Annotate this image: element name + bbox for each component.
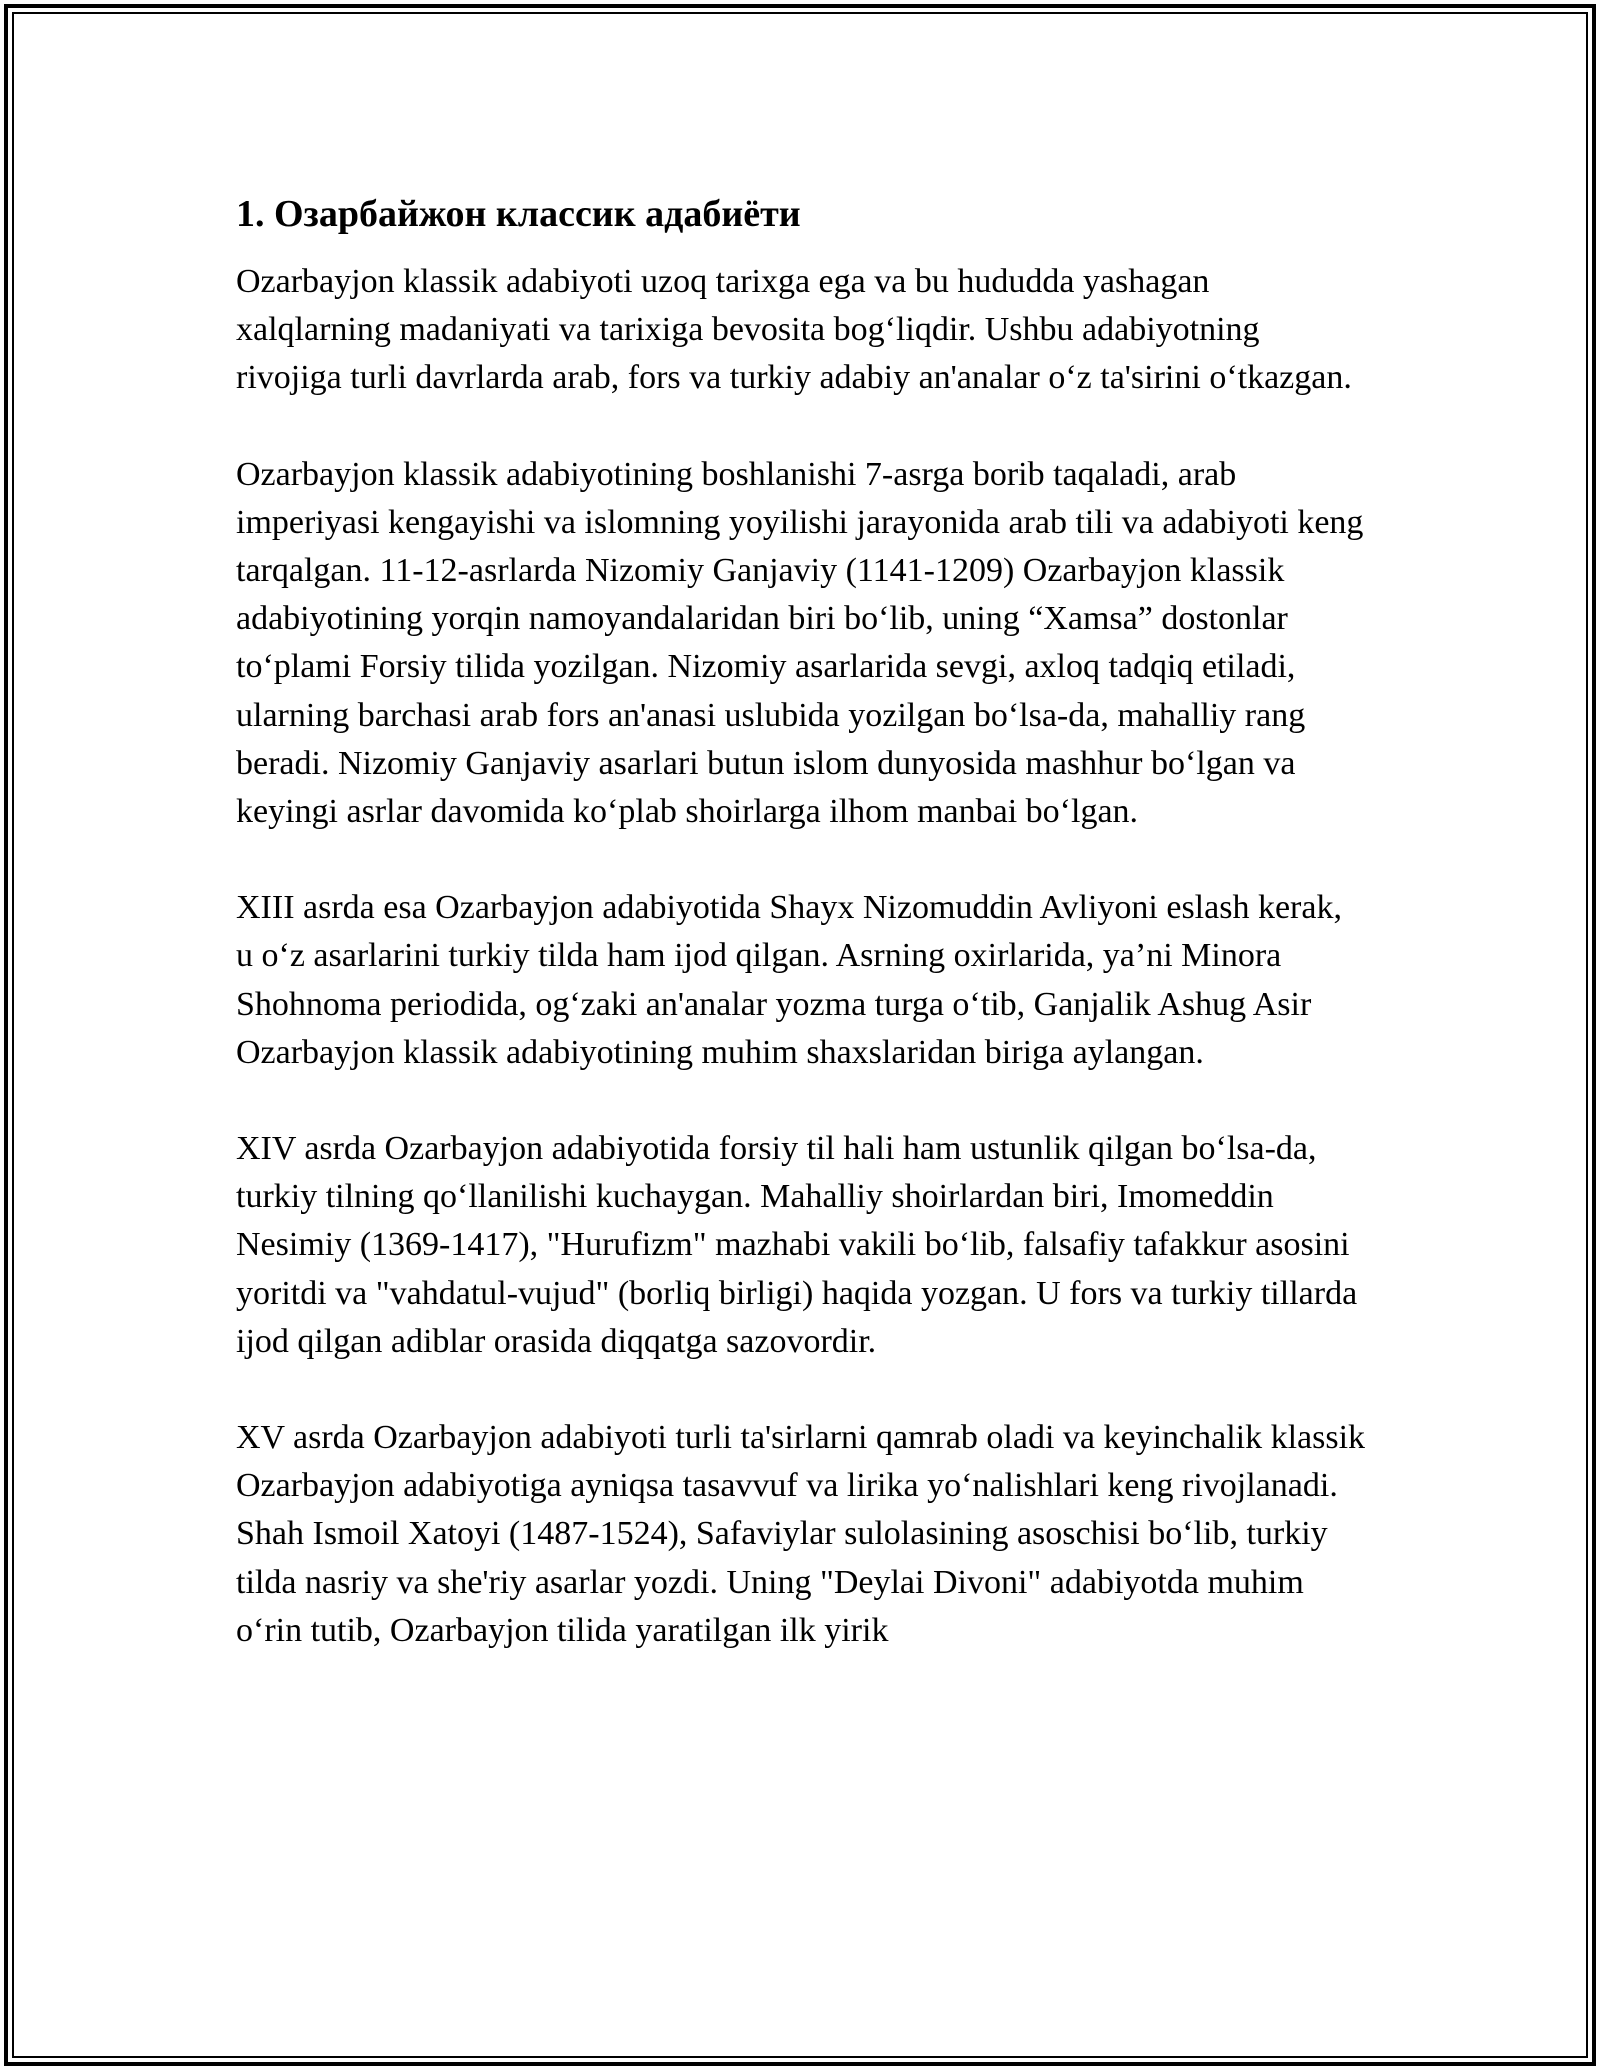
paragraph-2: Ozarbayjon klassik adabiyotining boshlanishi 7-asrga borib taqaladi, arab imperiyasi kengayishi va islomning yoyilishi jarayonida arab tili va adabiyoti keng tarqalgan. 11-12-asrlarda Nizomiy Ganjaviy (1141-1209) Ozarbayjon klassik adabiyotining yorqin namoyandalaridan biri bo‘lib, uning “Xamsa” dostonlar to‘plami Forsiy tilida yozilgan. Nizomiy asarlarida sevgi, axloq tadqiq etiladi, ularning barchasi arab fors an'anasi uslubida yozilgan bo‘lsa-da, mahalliy rang beradi. Nizomiy Ganjaviy asarlari butun islom dunyosida mashhur bo‘lgan va keyingi asrlar davomida ko‘plab shoirlarga ilhom manbai bo‘lgan.: [236, 455, 1364, 831]
section-heading: 1. Озарбайжон классик адабиёти: [236, 193, 801, 235]
paragraph-4: XIV asrda Ozarbayjon adabiyotida forsiy til hali ham ustunlik qilgan bo‘lsa-da, turkiy tilning qo‘llanilishi kuchaygan. Mahalliy shoirlardan biri, Imomeddin Nesimiy (1369-1417), "Hurufizm" mazhabi vakili bo‘lib, falsafiy tafakkur asosini yoritdi va "vahdatul-vujud" (borliq birligi) haqida yozgan. U fors va turkiy tillarda ijod qilgan adiblar orasida diqqatga sazovordir.: [236, 1130, 1358, 1360]
paragraph-5: XV asrda Ozarbayjon adabiyoti turli ta'sirlarni qamrab oladi va keyinchalik klassik Ozarbayjon adabiyotiga ayniqsa tasavvuf va lirika yo‘nalishlari keng rivojlanadi. Shah Ismoil Xatoyi (1487-1524), Safaviylar sulolasining asoschisi bo‘lib, turkiy tilda nasriy va she'riy asarlar yozdi. Uning "Deylai Divoni" adabiyotda muhim o‘rin tutib, Ozarbayjon tilida yaratilgan ilk yirik: [236, 1419, 1366, 1649]
paragraph-1: Ozarbayjon klassik adabiyoti uzoq tarixga ega va bu hududda yashagan xalqlarning madaniyati va tarixiga bevosita bog‘liqdir. Ushbu adabiyotning rivojiga turli davrlarda arab, fors va turkiy adabiy an'analar o‘z ta'sirini o‘tkazgan.: [236, 263, 1352, 397]
paragraph-3: XIII asrda esa Ozarbayjon adabiyotida Shayx Nizomuddin Avliyoni eslash kerak, u o‘z asarlarini turkiy tilda ham ijod qilgan. Asrning oxirlarida, ya’ni Minora Shohnoma periodida, og‘zaki an'analar yozma turga o‘tib, Ganjalik Ashug Asir Ozarbayjon klassik adabiyotining muhim shaxslaridan biriga aylangan.: [236, 889, 1342, 1071]
document-body: [236, 186, 1366, 1703]
